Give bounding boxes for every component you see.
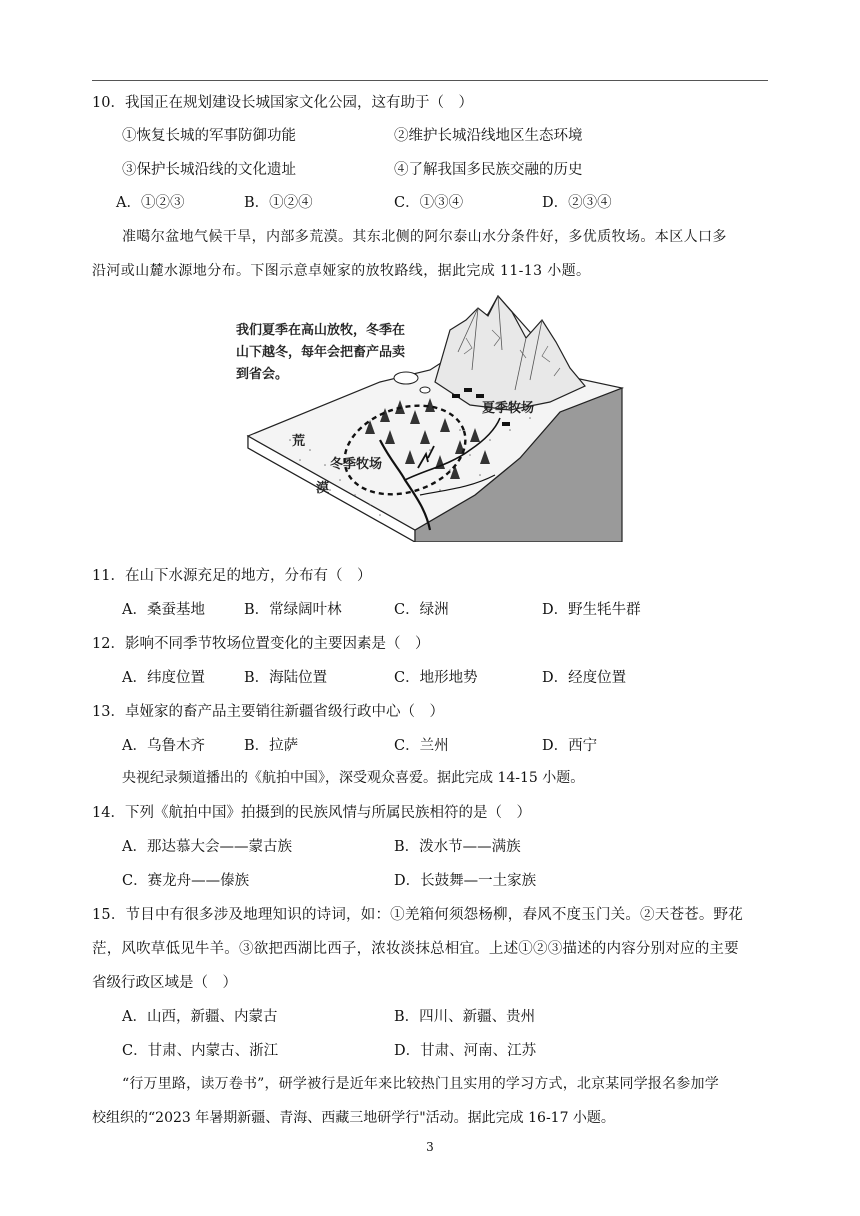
intro-14-15: 央视纪录频道播出的《航拍中国》，深受观众喜爱。据此完成 14-15 小题。 [122, 770, 585, 786]
q15-option-c: C．甘肃、内蒙古、浙江 [122, 1043, 279, 1059]
intro-16-17-line-2: 校组织的“2023 年暑期新疆、青海、西藏三地研学行"活动。据此完成 16-17 小题。 [92, 1110, 615, 1126]
q13-option-a: A．乌鲁木齐 [122, 738, 205, 754]
page-number: 3 [426, 1140, 434, 1154]
q10-stem: 10．我国正在规划建设长城国家文化公园，这有助于（ ） [92, 95, 473, 111]
q15-stem-line-2: 茫，风吹草低见牛羊。③欲把西湖比西子，浓妆淡抹总相宜。上述①②③描述的内容分别对应的主要 [92, 941, 739, 957]
q15-option-b: B．四川、新疆、贵州 [394, 1009, 536, 1025]
q10-option-d: D．②③④ [542, 195, 612, 211]
winter-pasture-label: 冬季牧场 [330, 457, 383, 472]
q11-option-c: C．绿洲 [394, 602, 449, 618]
q15-option-d: D．甘肃、河南、江苏 [394, 1043, 537, 1059]
q14-option-c: C．赛龙舟——傣族 [122, 873, 250, 889]
q10-option-a: A．①②③ [116, 195, 185, 211]
q13-stem: 13．卓娅家的畜产品主要销往新疆省级行政中心（ ） [92, 704, 444, 720]
q11-stem: 11．在山下水源充足的地方，分布有（ ） [92, 568, 372, 584]
q15-stem-line-1: 15．节目中有很多涉及地理知识的诗词，如：①羌箱何须怨杨柳，春风不度玉门关。②天苍苍。野花 [92, 907, 743, 923]
q14-option-a: A．那达慕大会——蒙古族 [122, 839, 292, 855]
q13-option-b: B．拉萨 [244, 738, 299, 754]
bubble-text-line-3: 到省会。 [236, 367, 289, 382]
q12-option-d: D．经度位置 [542, 670, 627, 686]
q10-statement-4: ④了解我国多民族交融的历史 [394, 162, 583, 178]
q10-option-c: C．①③④ [394, 195, 464, 211]
desert-label-2: 漠 [316, 481, 330, 496]
desert-label-1: 荒 [292, 434, 306, 449]
q12-option-b: B．海陆位置 [244, 670, 328, 686]
q12-stem: 12．影响不同季节牧场位置变化的主要因素是（ ） [92, 636, 430, 652]
q11-option-a: A．桑蚕基地 [122, 602, 205, 618]
summer-pasture-label: 夏季牧场 [482, 401, 535, 416]
bubble-text-line-2: 山下越冬，每年会把畜产品卖 [236, 345, 406, 360]
q13-option-d: D．西宁 [542, 738, 598, 754]
intro-16-17-line-1: “行万里路，读万卷书”，研学被行是近年来比较热门且实用的学习方式，北京某同学报名参加学 [122, 1076, 719, 1092]
q14-option-b: B．泼水节——满族 [394, 839, 521, 855]
grazing-route-diagram [230, 290, 630, 542]
q11-option-b: B．常绿阔叶林 [244, 602, 342, 618]
q14-option-d: D．长鼓舞—一土家族 [394, 873, 537, 889]
intro-paragraph-line-2: 沿河或山麓水源地分布。下图示意卓娅家的放牧路线，据此完成 11-13 小题。 [92, 263, 591, 279]
q14-stem: 14．下列《航拍中国》拍摄到的民族风情与所属民族相符的是（ ） [92, 805, 531, 821]
q15-stem-line-3: 省级行政区域是（ ） [92, 975, 237, 991]
q10-statement-2: ②维护长城沿线地区生态环境 [394, 128, 583, 144]
q10-option-b: B．①②④ [244, 195, 313, 211]
q12-option-a: A．纬度位置 [122, 670, 205, 686]
header-rule [92, 80, 768, 81]
q10-statement-3: ③保护长城沿线的文化遗址 [122, 162, 296, 178]
bubble-text-line-1: 我们夏季在高山放牧，冬季在 [236, 323, 406, 338]
speech-bubble [236, 322, 430, 393]
q12-option-c: C．地形地势 [394, 670, 478, 686]
q15-option-a: A．山西，新疆、内蒙古 [122, 1009, 278, 1025]
q11-option-d: D．野生牦牛群 [542, 602, 641, 618]
q10-statement-1: ①恢复长城的军事防御功能 [122, 128, 296, 144]
intro-paragraph-line-1: 准噶尔盆地气候干旱，内部多荒漠。其东北侧的阿尔泰山水分条件好，多优质牧场。本区人口多 [122, 229, 727, 245]
mountain-peaks [435, 296, 585, 410]
q13-option-c: C．兰州 [394, 738, 449, 754]
